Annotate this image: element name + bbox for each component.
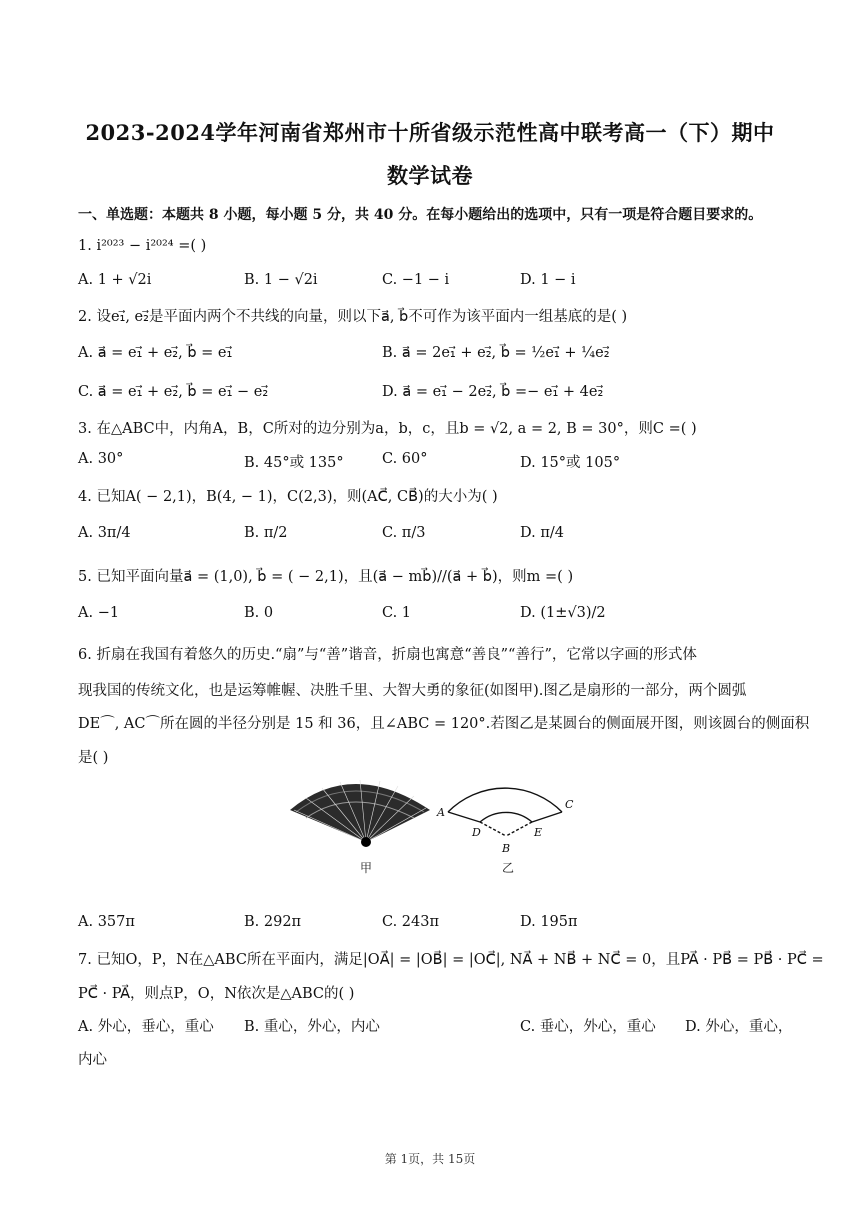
q5-option-a: A. −1 (78, 605, 120, 621)
page-footer: 第 1页，共 15页 (384, 1152, 476, 1166)
q2-option-a: A. a⃗ = e₁⃗ + e₂⃗, b⃗ = e₁⃗ (78, 345, 233, 361)
question-6-line3: DE⌒, AC⌒所在圆的半径分别是 15 和 36，且∠ABC = 120°.若图乙是某圆台的侧面展开图，则该圆台的侧面积 (78, 716, 810, 732)
folding-fan-figure (282, 770, 602, 880)
section-heading: 一、单选题：本题共 8 小题，每小题 5 分，共 40 分。在每小题给出的选项中，只有一项是符合题目要求的。 (78, 207, 763, 223)
q2-option-b: B. a⃗ = 2e₁⃗ + e₂⃗, b⃗ = ½e₁⃗ + ¼e₂⃗ (382, 345, 610, 361)
q5-option-d: D. (1±√3)/2 (520, 605, 606, 621)
q1-option-b: B. 1 − √2i (244, 272, 318, 288)
q4-option-c: C. π/3 (382, 525, 426, 541)
question-6-line4: 是( ) (78, 750, 109, 766)
fig-label-a: A (437, 806, 445, 819)
question-7-line2: PC⃗ · PA⃗，则点P，O，N依次是△ABC的( ) (78, 986, 355, 1002)
question-1-stem: 1. i²⁰²³ − i²⁰²⁴ =( ) (78, 238, 207, 254)
q6-option-c: C. 243π (382, 914, 440, 930)
q7-option-a: A. 外心，垂心，重心 (78, 1019, 214, 1035)
question-7-line1: 7. 已知O，P，N在△ABC所在平面内，满足|OA⃗| = |OB⃗| = |OC⃗|, NA⃗ + NB⃗ + NC⃗ = 0，且PA⃗ · PB⃗ = PB⃗ · PC⃗ = (78, 952, 824, 968)
question-4-stem: 4. 已知A( − 2,1)，B(4, − 1)，C(2,3)，则(AC⃗, CB⃗)的大小为( ) (78, 489, 498, 505)
q7-option-d-tail: 内心 (78, 1052, 107, 1068)
question-5-stem: 5. 已知平面向量a⃗ = (1,0), b⃗ = ( − 2,1)，且(a⃗ − mb⃗)//(a⃗ + b⃗)，则m =( ) (78, 569, 574, 585)
q2-option-c: C. a⃗ = e₁⃗ + e₂⃗, b⃗ = e₁⃗ − e₂⃗ (78, 384, 269, 400)
page-title-line1: 2023-2024学年河南省郑州市十所省级示范性高中联考高一（下）期中 (85, 120, 775, 145)
page-title-line2: 数学试卷 (387, 163, 473, 188)
q3-option-b: B. 45°或 135° (244, 455, 344, 471)
q5-option-b: B. 0 (244, 605, 274, 621)
q4-option-b: B. π/2 (244, 525, 288, 541)
q1-option-c: C. −1 − i (382, 272, 450, 288)
sector-yi-diagram (448, 788, 562, 836)
q2-option-d: D. a⃗ = e₁⃗ − 2e₂⃗, b⃗ =− e₁⃗ + 4e₂⃗ (382, 384, 604, 400)
fig-label-c: C (565, 798, 574, 811)
q7-option-b: B. 重心，外心，内心 (244, 1019, 380, 1035)
fig-label-yi: 乙 (502, 861, 515, 875)
q3-option-c: C. 60° (382, 451, 428, 467)
fig-label-jia: 甲 (360, 861, 373, 875)
question-6-line1: 6. 折扇在我国有着悠久的历史.“扇”与“善”谐音，折扇也寓意“善良”“善行”，它常以字画的形式体 (78, 647, 697, 663)
q3-option-a: A. 30° (78, 451, 124, 467)
fig-label-d: D (472, 826, 481, 839)
q6-option-d: D. 195π (520, 914, 578, 930)
q3-option-d: D. 15°或 105° (520, 455, 621, 471)
q6-option-b: B. 292π (244, 914, 302, 930)
q1-option-a: A. 1 + √2i (78, 272, 152, 288)
fan-jia-drawing (290, 780, 430, 875)
fig-label-e: E (534, 826, 543, 839)
q7-option-c: C. 垂心，外心，重心 (520, 1019, 656, 1035)
q6-option-a: A. 357π (78, 914, 135, 930)
question-3-stem: 3. 在△ABC中，内角A，B，C所对的边分别为a，b，c，且b = √2, a = 2, B = 30°，则C =( ) (78, 421, 697, 437)
q5-option-c: C. 1 (382, 605, 412, 621)
question-2-stem: 2. 设e₁⃗, e₂⃗是平面内两个不共线的向量，则以下a⃗, b⃗不可作为该平面内一组基底的是( ) (78, 309, 628, 325)
q1-option-d: D. 1 − i (520, 272, 576, 288)
q7-option-d: D. 外心，重心， (685, 1019, 793, 1035)
q4-option-d: D. π/4 (520, 525, 564, 541)
q4-option-a: A. 3π/4 (78, 525, 131, 541)
question-6-line2: 现我国的传统文化，也是运筹帷幄、决胜千里、大智大勇的象征(如图甲).图乙是扇形的一部分，两个圆弧 (78, 683, 747, 699)
fig-label-b: B (502, 842, 511, 855)
